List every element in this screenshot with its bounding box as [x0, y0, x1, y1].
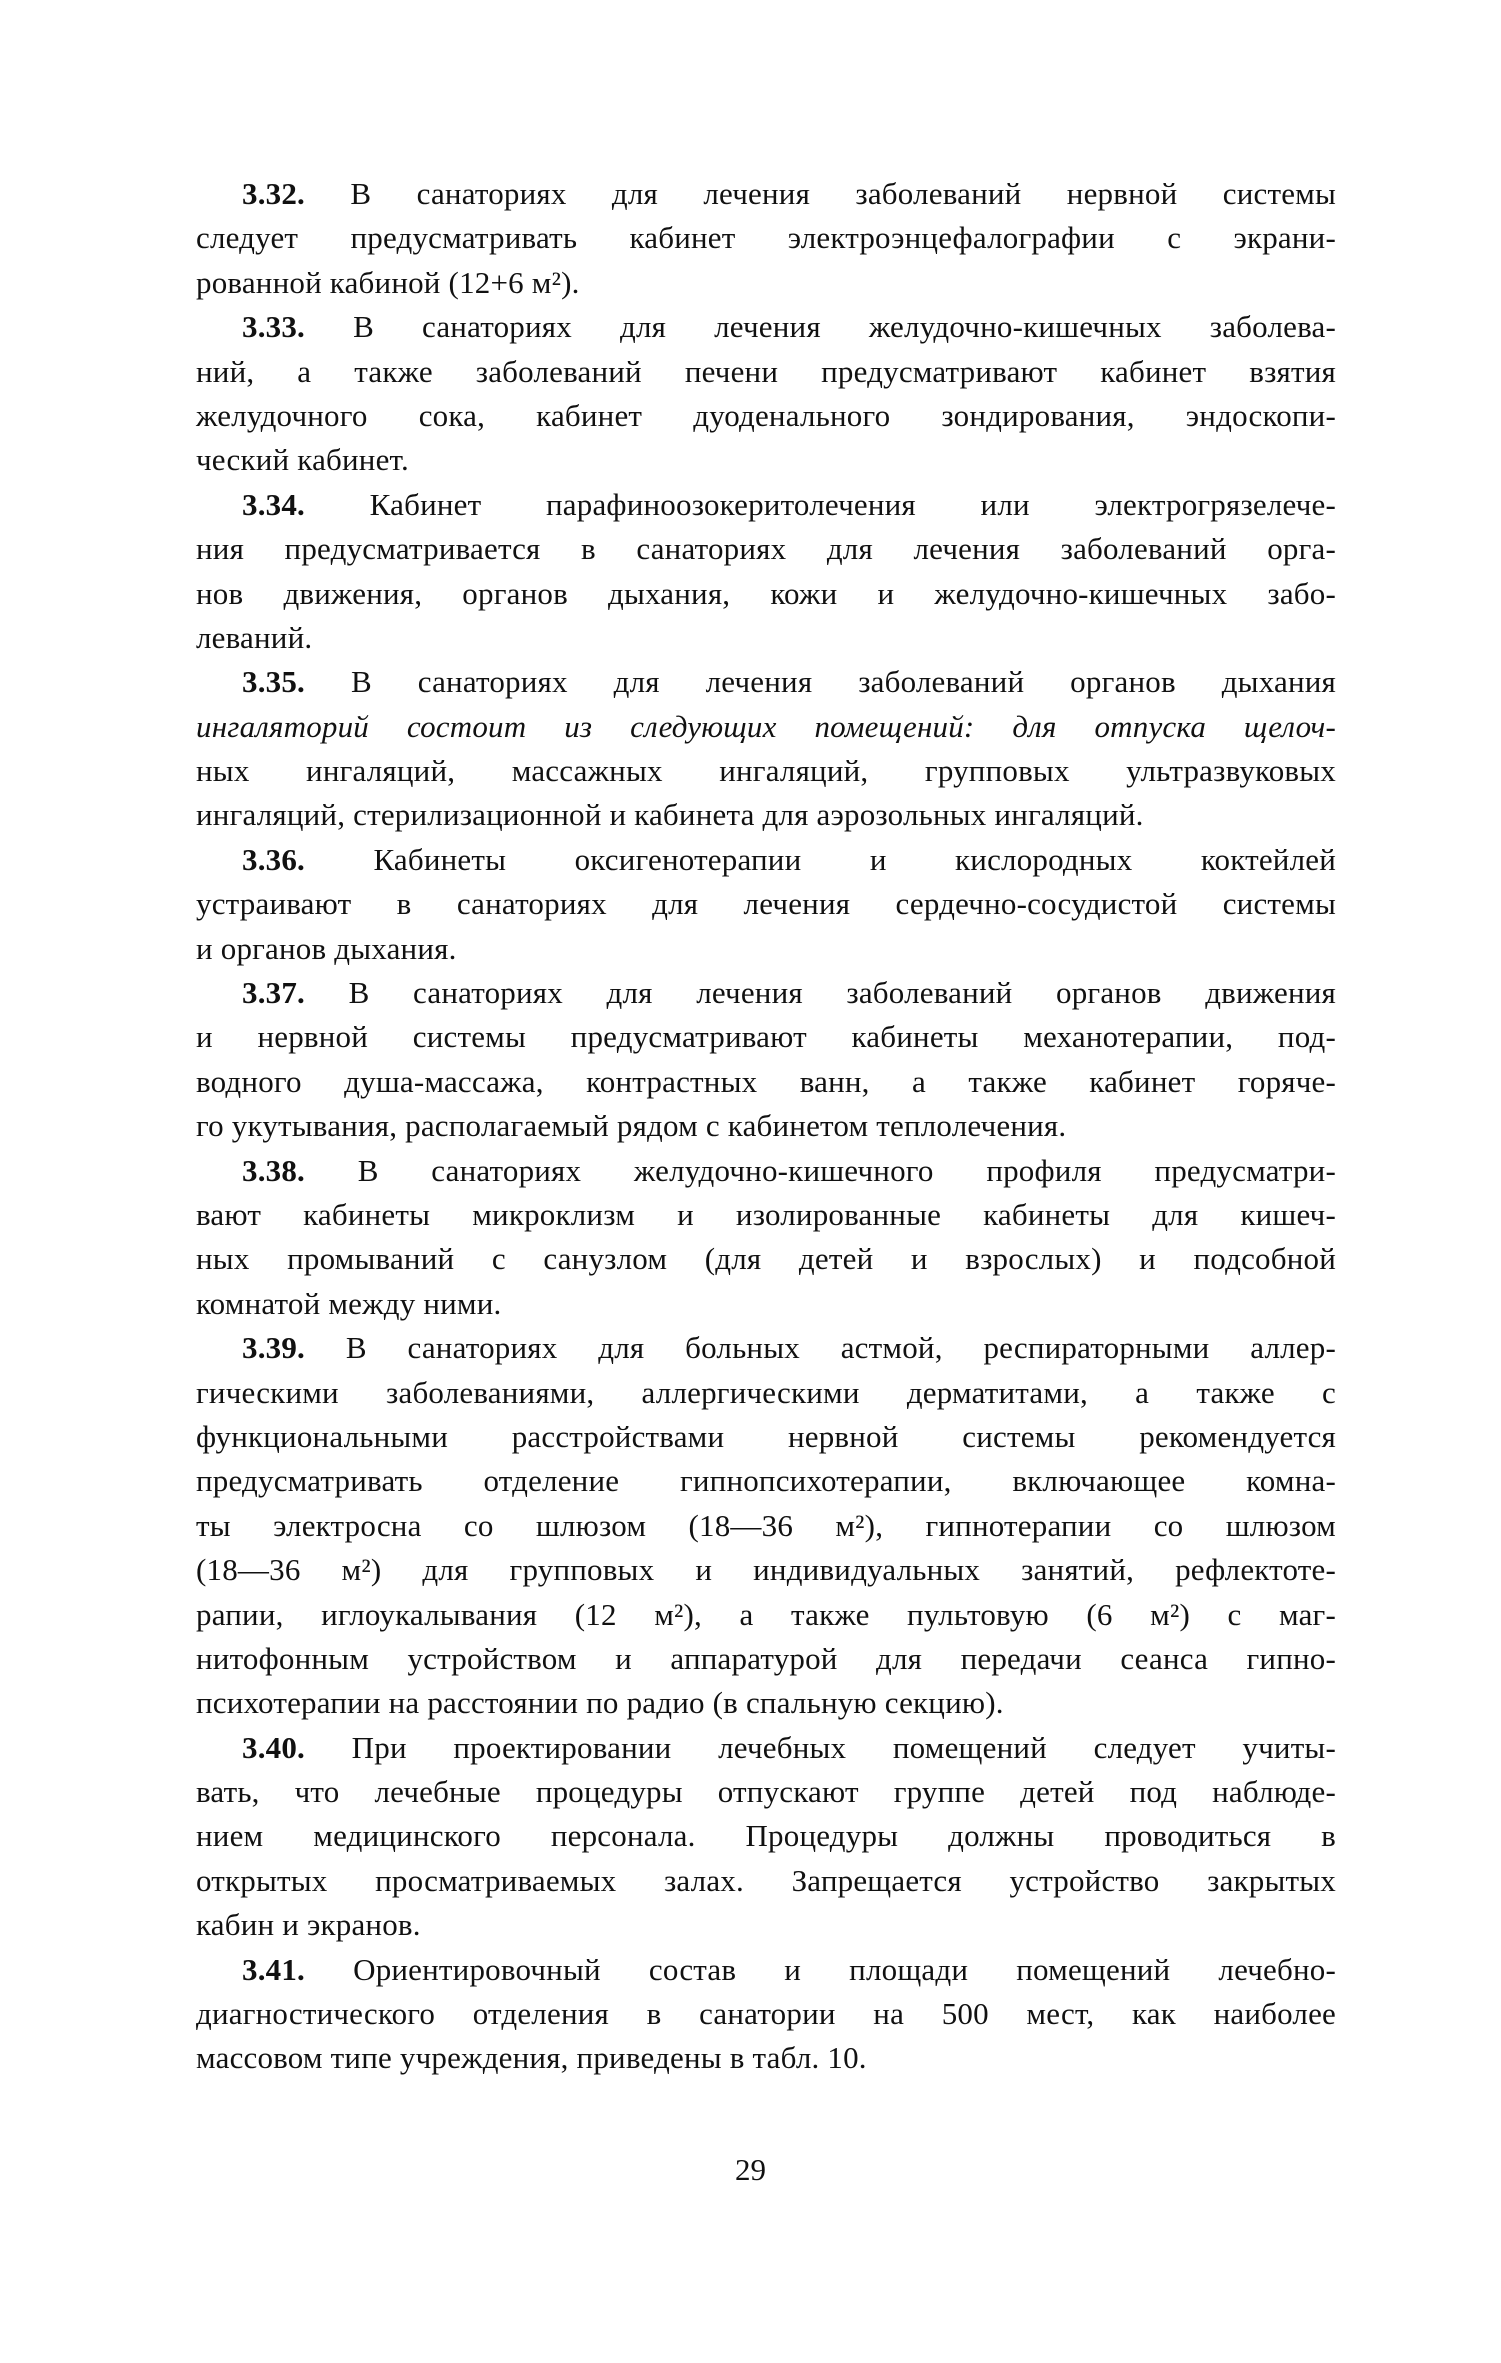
line-text: кабин и экранов.	[196, 1907, 421, 1943]
text-line	[196, 1237, 1336, 1281]
text-line	[196, 572, 1336, 616]
line-text: следует предусматривать кабинет электроэнцефалографии с экрани-	[196, 220, 1336, 256]
text-line	[196, 1681, 1336, 1725]
text-line	[196, 350, 1336, 394]
line-text: открытых просматриваемых залах. Запрещается устройство закрытых	[196, 1862, 1336, 1898]
section-number: 3.39.	[242, 1330, 305, 1366]
line-text: В санаториях для лечения желудочно-кишечных заболева-	[353, 309, 1336, 345]
line-text: ний, а также заболеваний печени предусматривают кабинет взятия	[196, 353, 1336, 389]
line-text: функциональными расстройствами нервной системы рекомендуется	[196, 1418, 1336, 1454]
paragraph-3-36	[196, 838, 1336, 971]
paragraph-3-38	[196, 1149, 1336, 1327]
text-line	[196, 1814, 1336, 1858]
text-line	[196, 261, 1336, 305]
paragraph-3-35	[196, 660, 1336, 838]
line-text: В санаториях для лечения заболеваний органов дыхания	[350, 664, 1337, 700]
line-text: водного душа-массажа, контрастных ванн, а также кабинет горяче-	[196, 1063, 1336, 1099]
text-line	[196, 438, 1336, 482]
line-text: Кабинеты оксигенотерапии и кислородных коктейлей	[373, 841, 1336, 877]
line-text: ческий кабинет.	[196, 442, 409, 478]
line-text: гическими заболеваниями, аллергическими дерматитами, а также с	[196, 1374, 1336, 1410]
document-body	[196, 172, 1336, 2081]
text-line	[196, 793, 1336, 837]
text-line	[196, 838, 1336, 882]
text-line	[196, 1459, 1336, 1503]
page-number: 29	[735, 2152, 766, 2187]
section-number: 3.38.	[242, 1152, 305, 1188]
paragraph-3-33	[196, 305, 1336, 483]
line-text: рованной кабиной (12+6 м²).	[196, 264, 580, 300]
line-text: При проектировании лечебных помещений следует учиты-	[351, 1729, 1336, 1765]
text-line	[196, 660, 1336, 704]
line-text: го укутывания, располагаемый рядом с кабинетом теплолечения.	[196, 1108, 1067, 1144]
section-number: 3.40.	[242, 1729, 305, 1765]
text-line	[196, 1415, 1336, 1459]
section-number: 3.35.	[242, 664, 305, 700]
paragraph-3-37	[196, 971, 1336, 1149]
text-line	[196, 1504, 1336, 1548]
text-line	[196, 1726, 1336, 1770]
section-number: 3.33.	[242, 309, 305, 345]
line-text: и нервной системы предусматривают кабинеты механотерапии, под-	[196, 1019, 1336, 1055]
line-text: В санаториях для лечения заболеваний нервной системы	[350, 176, 1337, 211]
text-line	[196, 216, 1336, 260]
line-text: В санаториях желудочно-кишечного профиля предусматри-	[357, 1152, 1336, 1188]
line-text: ты электросна со шлюзом (18—36 м²), гипнотерапии со шлюзом	[196, 1507, 1336, 1543]
text-line	[196, 1371, 1336, 1415]
line-text: ингаляций, стерилизационной и кабинета для аэрозольных ингаляций.	[196, 797, 1144, 833]
section-number: 3.34.	[242, 486, 305, 522]
text-line	[196, 394, 1336, 438]
line-text: В санаториях для лечения заболеваний органов движения	[348, 975, 1337, 1011]
line-text: леваний.	[196, 619, 313, 655]
line-text: психотерапии на расстоянии по радио (в спальную секцию).	[196, 1685, 1004, 1721]
text-line	[196, 1637, 1336, 1681]
text-line	[196, 1149, 1336, 1193]
line-text: предусматривать отделение гипнопсихотерапии, включающее комна-	[196, 1463, 1336, 1499]
text-line	[196, 927, 1336, 971]
line-text: диагностического отделения в санатории на 500 мест, как наиболее	[196, 1996, 1336, 2032]
text-line	[196, 1992, 1336, 2036]
line-text: вать, что лечебные процедуры отпускают группе детей под наблюде-	[196, 1774, 1336, 1810]
section-number: 3.32.	[242, 176, 305, 211]
paragraph-3-40	[196, 1726, 1336, 1948]
line-text: нием медицинского персонала. Процедуры должны проводиться в	[196, 1818, 1336, 1854]
text-line	[196, 616, 1336, 660]
text-line	[196, 1770, 1336, 1814]
text-line	[196, 2036, 1336, 2080]
line-text: вают кабинеты микроклизм и изолированные кабинеты для кишеч-	[196, 1196, 1336, 1232]
text-line	[196, 527, 1336, 571]
text-line	[196, 1060, 1336, 1104]
text-line	[196, 483, 1336, 527]
section-number: 3.41.	[242, 1951, 305, 1987]
line-text: желудочного сока, кабинет дуоденального зондирования, эндоскопи-	[196, 397, 1336, 433]
text-line	[196, 749, 1336, 793]
line-text: ных ингаляций, массажных ингаляций, групповых ультразвуковых	[196, 753, 1336, 789]
line-text: рапии, иглоукалывания (12 м²), а также пультовую (6 м²) с маг-	[196, 1596, 1336, 1632]
line-text: устраивают в санаториях для лечения сердечно-сосудистой системы	[196, 886, 1336, 922]
text-line	[196, 1104, 1336, 1148]
text-line	[196, 1193, 1336, 1237]
section-number: 3.36.	[242, 841, 305, 877]
line-text: нитофонным устройством и аппаратурой для передачи сеанса гипно-	[196, 1640, 1336, 1676]
line-text: ных промываний с санузлом (для детей и взрослых) и подсобной	[196, 1241, 1336, 1277]
section-number: 3.37.	[242, 975, 305, 1011]
line-text: (18—36 м²) для групповых и индивидуальных занятий, рефлектоте-	[196, 1552, 1336, 1588]
text-line	[196, 1548, 1336, 1592]
text-line	[196, 1282, 1336, 1326]
text-line	[196, 172, 1336, 216]
line-text: В санаториях для больных астмой, респираторными аллер-	[345, 1330, 1336, 1366]
paragraph-3-39	[196, 1326, 1336, 1726]
text-line	[196, 1015, 1336, 1059]
line-text: Ориентировочный состав и площади помещений лечебно-	[353, 1951, 1336, 1987]
line-text: ингаляторий состоит из следующих помещений: для отпуска щелоч-	[196, 708, 1336, 744]
paragraph-3-34	[196, 483, 1336, 661]
text-line	[196, 305, 1336, 349]
line-text: и органов дыхания.	[196, 930, 457, 966]
text-line	[196, 1903, 1336, 1947]
text-line	[196, 1948, 1336, 1992]
paragraph-3-32	[196, 172, 1336, 305]
text-line	[196, 1593, 1336, 1637]
text-line	[196, 971, 1336, 1015]
text-line	[196, 705, 1336, 749]
paragraph-3-41	[196, 1948, 1336, 2081]
line-text: ния предусматривается в санаториях для лечения заболеваний орга-	[196, 531, 1336, 567]
text-line	[196, 1859, 1336, 1903]
line-text: комнатой между ними.	[196, 1285, 502, 1321]
line-text: Кабинет парафиноозокеритолечения или электрогрязелече-	[369, 486, 1337, 522]
text-line	[196, 1326, 1336, 1370]
line-text: массовом типе учреждения, приведены в табл. 10.	[196, 2040, 867, 2076]
text-line	[196, 882, 1336, 926]
line-text: нов движения, органов дыхания, кожи и желудочно-кишечных забо-	[196, 575, 1336, 611]
